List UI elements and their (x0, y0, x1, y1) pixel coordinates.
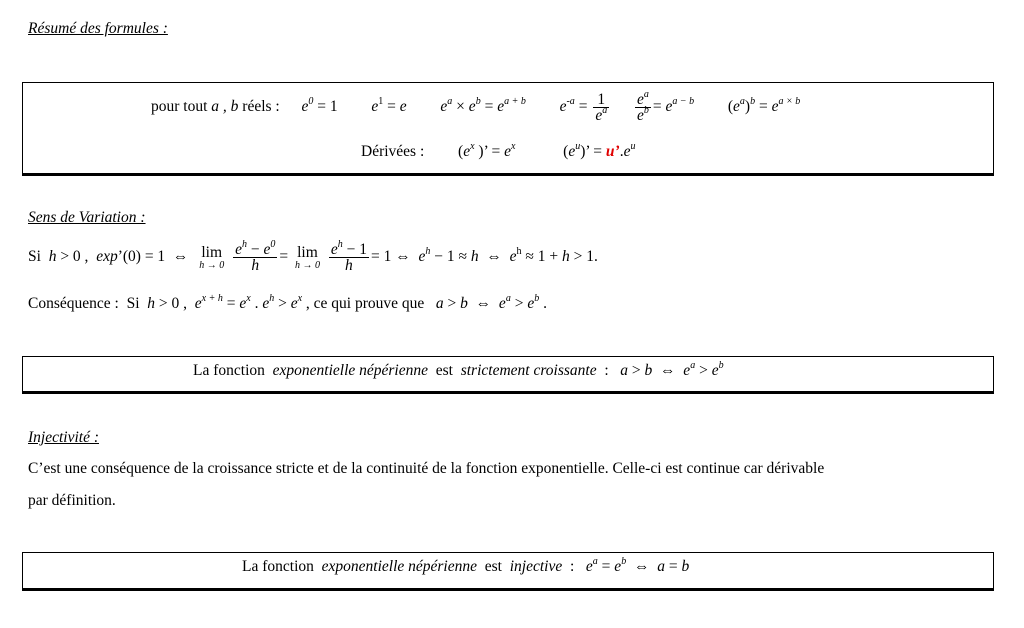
formula-e0: $e^0 = 1$ (301, 96, 338, 116)
croissante-box (22, 356, 994, 392)
injective-statement: La fonction exponentielle népérienne est injective : $e^a = e^b$ ⇔ a = b (242, 556, 690, 575)
derivatives-line: Dérivées : ($e^x$ )’ = $e^x$ $(e^u)$’ = $u’.e^u$ (361, 141, 636, 160)
formula-deriv-eu: $(e^u)$’ = $u’.e^u$ (563, 141, 636, 160)
exp-properties-line: pour tout a , b réels : $e^0 = 1$ $e^1 = e$ $e^a \times e^b = e^{a + b}$ $e^{-a}$ = $\frac{1}{e^a}$ $\frac{e^a}{e^b}$ = $e^{a - b}$ $(e^a)^b = e^{a \times b}$ (151, 89, 801, 124)
formula-product: $e^a \times e^b = e^{a + b}$ (440, 96, 526, 116)
formula-power: $(e^a)^b = e^{a \times b}$ (727, 96, 801, 116)
consequence-line: Conséquence : Si h > 0 , $e^{x + h} = e^x$ . $e^h > e^x$ , ce qui prouve que a > b ⇔ $e^a > e^b$ . (28, 293, 547, 312)
formula-inverse: $e^{-a}$ = $\frac{1}{e^a}$ (559, 91, 608, 124)
injectivite-heading: Injectivité : (28, 429, 99, 446)
resume-heading: Résumé des formules : (28, 20, 168, 37)
injective-box (22, 552, 994, 589)
formula-e1: $e^1 = e$ (371, 96, 407, 116)
injectivite-text-line2: par définition. (28, 492, 116, 509)
formula-quotient: $\frac{e^a}{e^b}$ = $e^{a - b}$ (636, 89, 695, 124)
formula-deriv-ex: ($e^x$ )’ = $e^x$ (458, 141, 516, 160)
injectivite-text-line1: C’est une conséquence de la croissance stricte et de la continuité de la fonction exponentielle. Celle-ci est continue car dérivable (28, 460, 825, 477)
variation-heading: Sens de Variation : (28, 209, 146, 226)
formulas-box (22, 82, 994, 174)
variation-limit-line: Si h > 0 , exp’(0) = 1 ⇔ lim h → 0 $\frac{e^h - e^0}{h}$ = lim h → 0 $\frac{e^h - 1}{h}$ = 1 ⇔ $e^h - 1 \approx h$ ⇔ $e^h \approx 1 + h > 1$. (28, 239, 598, 274)
croissante-statement: La fonction exponentielle népérienne est strictement croissante : a > b ⇔ $e^a > e^b$ (193, 360, 724, 379)
